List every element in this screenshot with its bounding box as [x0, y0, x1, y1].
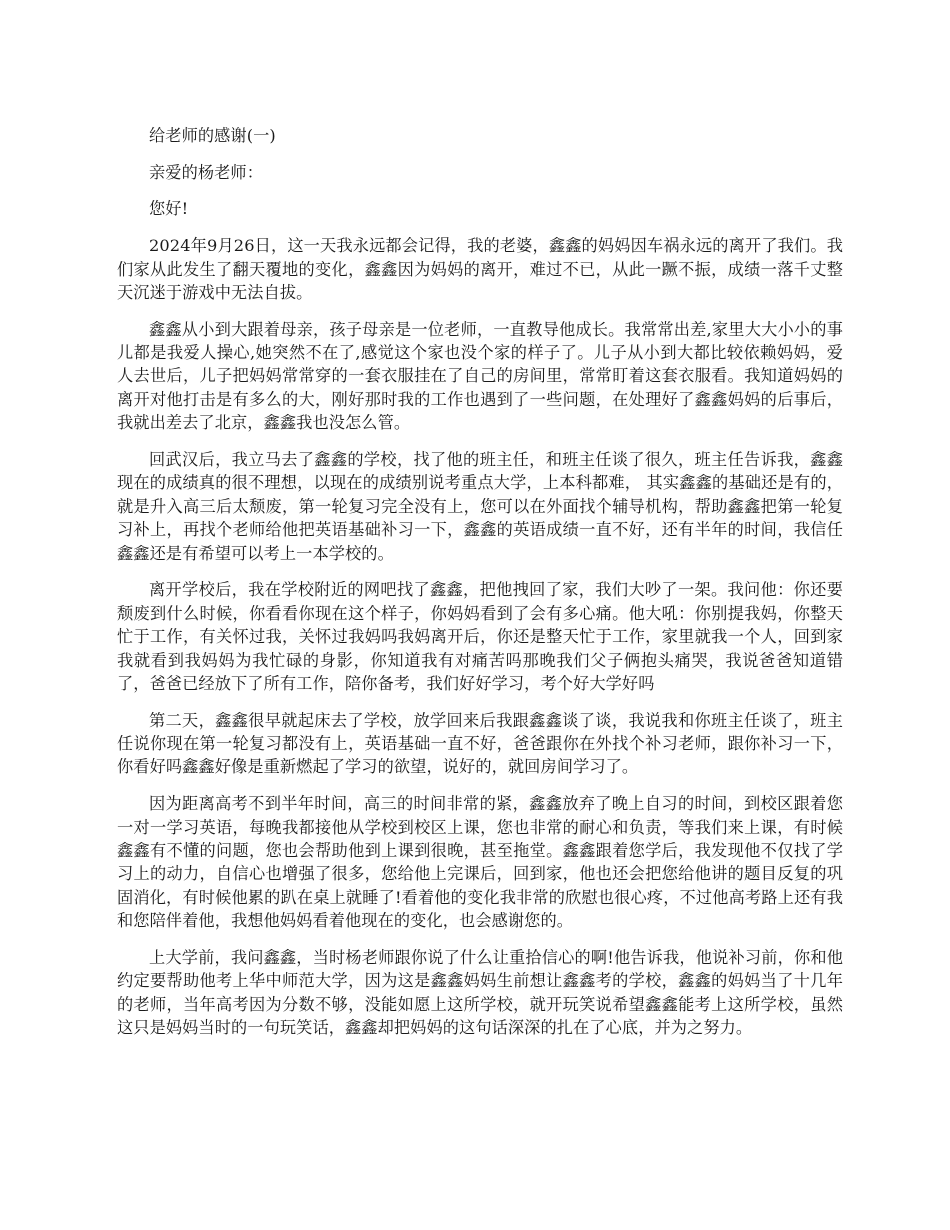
paragraph: 第二天，鑫鑫很早就起床去了学校，放学回来后我跟鑫鑫谈了谈，我说我和你班主任谈了，班主任说你现在第一轮复习都没有上，英语基础一直不好，爸爸跟你在外找个补习老师，跟你补习一下，你看好吗鑫鑫好像是重新燃起了学习的欲望，说好的，就回房间学习了。: [117, 710, 843, 777]
salutation: 亲爱的杨老师：: [149, 162, 264, 182]
document-title: 给老师的感谢(一): [149, 126, 276, 145]
paragraph: 上大学前，我问鑫鑫，当时杨老师跟你说了什么让重拾信心的啊!他告诉我，他说补习前，你和他约定要帮助他考上华中师范大学，因为这是鑫鑫妈妈生前想让鑫鑫考的学校，鑫鑫的妈妈当了十几年的老师，当年高考因为分数不够，没能如愿上这所学校，就开玩笑说希望鑫鑫能考上这所学校，虽然这只是妈妈当时的一句玩笑话，鑫鑫却把妈妈的这句话深深的扎在了心底，并为之努力。: [117, 947, 843, 1038]
document-body: [117, 124, 843, 1053]
paragraph: 离开学校后，我在学校附近的网吧找了鑫鑫，把他拽回了家，我们大吵了一架。我问他：你还要颓废到什么时候，你看看你现在这个样子，你妈妈看到了会有多心痛。他大吼：你别提我妈，你整天忙于工作，有关怀过我，关怀过我妈吗我妈离开后，你还是整天忙于工作，家里就我一个人，回到家我就看到我妈妈为我忙碌的身影，你知道我有对痛苦吗那晚我们父子俩抱头痛哭，我说爸爸知道错了，爸爸已经放下了所有工作，陪你备考，我们好好学习，考个好大学好吗: [117, 580, 843, 693]
greeting: 您好!: [149, 199, 189, 219]
paragraph: 鑫鑫从小到大跟着母亲，孩子母亲是一位老师，一直教导他成长。我常常出差,家里大大小小的事儿都是我爱人操心,她突然不在了,感觉这个家也没个家的样子了。儿子从小到大都比较依赖妈妈，爱人去世后，儿子把妈妈常常穿的一套衣服挂在了自己的房间里，常常盯着这套衣服看。我知道妈妈的离开对他打击是有多么的大，刚好那时我的工作也遇到了一些问题，在处理好了鑫鑫妈妈的后事后，我就出差去了北京，鑫鑫我也没怎么管。: [117, 319, 843, 433]
paragraph: 2024年9月26日，这一天我永远都会记得，我的老婆，鑫鑫的妈妈因车祸永远的离开了我们。我们家从此发生了翻天覆地的变化，鑫鑫因为妈妈的离开，难过不已，从此一蹶不振，成绩一落千丈整天沉迷于游戏中无法自拔。: [117, 236, 843, 302]
paragraph: 回武汉后，我立马去了鑫鑫的学校，找了他的班主任，和班主任谈了很久，班主任告诉我，鑫鑫现在的成绩真的很不理想，以现在的成绩别说考重点大学，上本科都难， 其实鑫鑫的基础还是有的，就是升入高三后太颓废，第一轮复习完全没有上，您可以在外面找个辅导机构，帮助鑫鑫把第一轮复习补上，再找个老师给他把英语基础补习一下，鑫鑫的英语成绩一直不好，还有半年的时间，我信任鑫鑫还是有希望可以考上一本学校的。: [117, 449, 843, 563]
paragraph: 因为距离高考不到半年时间，高三的时间非常的紧，鑫鑫放弃了晚上自习的时间，到校区跟着您一对一学习英语，每晚我都接他从学校到校区上课，您也非常的耐心和负责，等我们来上课，有时候鑫鑫有不懂的问题，您也会帮助他到上课到很晚，甚至拖堂。鑫鑫跟着您学后，我发现他不仅找了学习上的动力，自信心也增强了很多，您给他上完课后，回到家，他也还会把您给他讲的题目反复的巩固消化，有时候他累的趴在桌上就睡了!看着他的变化我非常的欣慰也很心疼，不过他高考路上还有我和您陪伴着他，我想他妈妈看着他现在的变化，也会感谢您的。: [117, 794, 843, 931]
